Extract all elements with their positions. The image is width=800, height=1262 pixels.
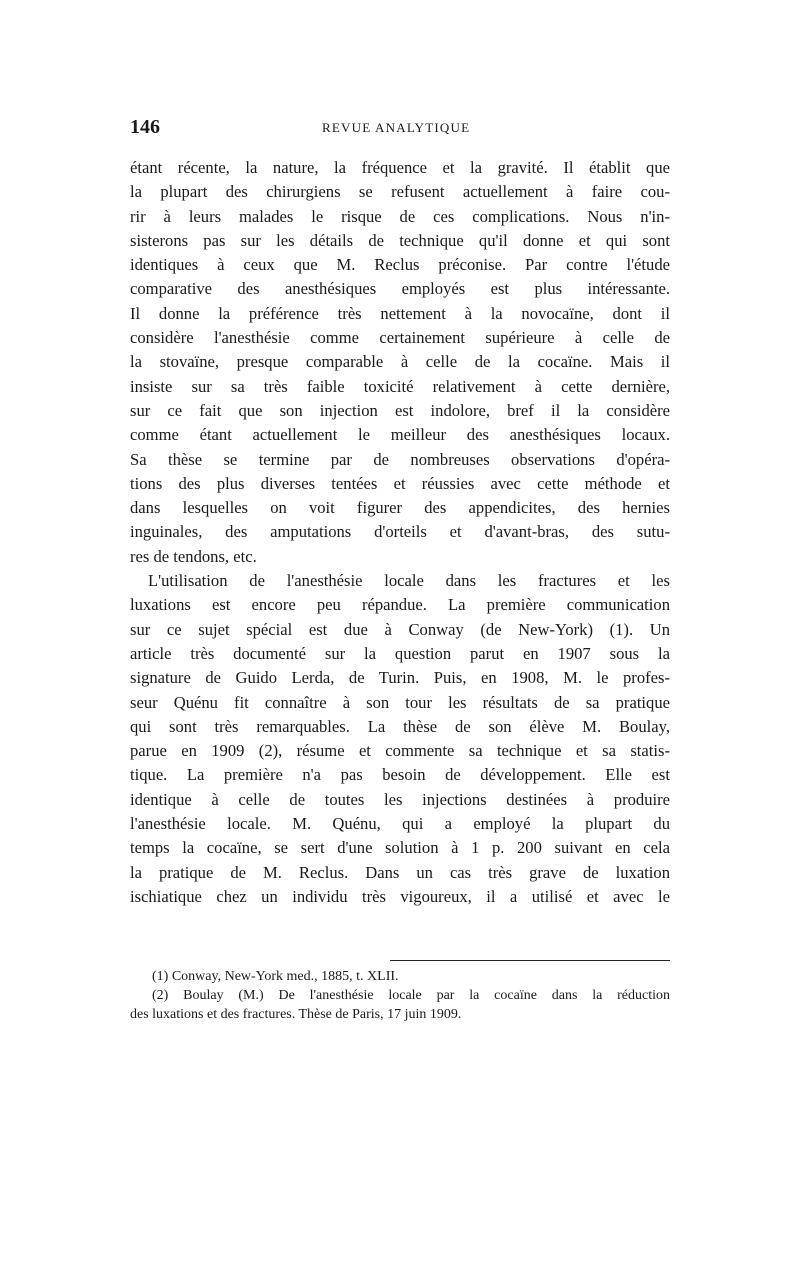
text-line: signature de Guido Lerda, de Turin. Puis, en 1908, M. le profes- <box>130 668 670 688</box>
text-line: la stovaïne, presque comparable à celle de la cocaïne. Mais il <box>130 352 670 372</box>
text-line: insiste sur sa très faible toxicité relativement à cette dernière, <box>130 376 670 396</box>
text-line: sur ce sujet spécial est due à Conway (de New-York) (1). Un <box>130 619 670 639</box>
text-line: qui sont très remarquables. La thèse de son élève M. Boulay, <box>130 716 670 736</box>
text-line: dans lesquelles on voit figurer des appendicites, des hernies <box>130 498 670 518</box>
text-line: identiques à ceux que M. Reclus préconise. Par contre l'étude <box>130 255 670 275</box>
text-line: rir à leurs malades le risque de ces complications. Nous n'in- <box>130 206 670 226</box>
text-line: luxations est encore peu répandue. La première communication <box>130 595 670 615</box>
text-line: seur Quénu fit connaître à son tour les résultats de sa pratique <box>130 692 670 712</box>
text-line: la pratique de M. Reclus. Dans un cas très grave de luxation <box>130 862 670 882</box>
running-title: REVUE ANALYTIQUE <box>322 120 471 135</box>
text-line: tions des plus diverses tentées et réussies avec cette méthode et <box>130 473 670 493</box>
footnotes <box>130 967 670 1024</box>
text-line: Il donne la préférence très nettement à la novocaïne, dont il <box>130 303 670 323</box>
text-line: sur ce fait que son injection est indolore, bref il la considère <box>130 400 670 420</box>
text-line: parue en 1909 (2), résume et commente sa technique et sa statis- <box>130 741 670 761</box>
text-line: res de tendons, etc. <box>130 546 257 566</box>
text-line: étant récente, la nature, la fréquence et la gravité. Il établit que <box>130 158 670 177</box>
page-header <box>130 116 670 138</box>
footnote-rule <box>390 960 670 961</box>
text-line: Sa thèse se termine par de nombreuses observations d'opéra- <box>130 449 670 469</box>
text-line: tique. La première n'a pas besoin de développement. Elle est <box>130 765 670 785</box>
footnote-2: (2) Boulay (M.) De l'anesthésie locale par la cocaïne dans la réduction <box>152 988 670 1003</box>
text-line: l'anesthésie locale. M. Quénu, qui a employé la plupart du <box>130 814 670 834</box>
page-number: 146 <box>130 116 160 138</box>
text-line: identique à celle de toutes les injections destinées à produire <box>130 789 670 809</box>
text-line: sisterons pas sur les détails de technique qu'il donne et qui sont <box>130 230 670 250</box>
text-line: inguinales, des amputations d'orteils et d'avant-bras, des sutu- <box>130 522 670 542</box>
body-text <box>130 156 670 909</box>
footnote-1: (1) Conway, New-York med., 1885, t. XLII. <box>152 969 399 984</box>
text-line: L'utilisation de l'anesthésie locale dans les fractures et les <box>148 571 670 591</box>
text-line: la plupart des chirurgiens se refusent actuellement à faire cou- <box>130 182 670 202</box>
text-line: ischiatique chez un individu très vigoureux, il a utilisé et avec le <box>130 886 670 906</box>
text-line: article très documenté sur la question parut en 1907 sous la <box>130 643 670 663</box>
text-line: temps la cocaïne, se sert d'une solution à 1 p. 200 suivant en cela <box>130 838 670 858</box>
footnote-2-continuation: des luxations et des fractures. Thèse de Paris, 17 juin 1909. <box>130 1007 462 1022</box>
text-line: comme étant actuellement le meilleur des anesthésiques locaux. <box>130 425 670 445</box>
text-line: considère l'anesthésie comme certainement supérieure à celle de <box>130 328 670 348</box>
text-line: comparative des anesthésiques employés est plus intéressante. <box>130 279 670 299</box>
